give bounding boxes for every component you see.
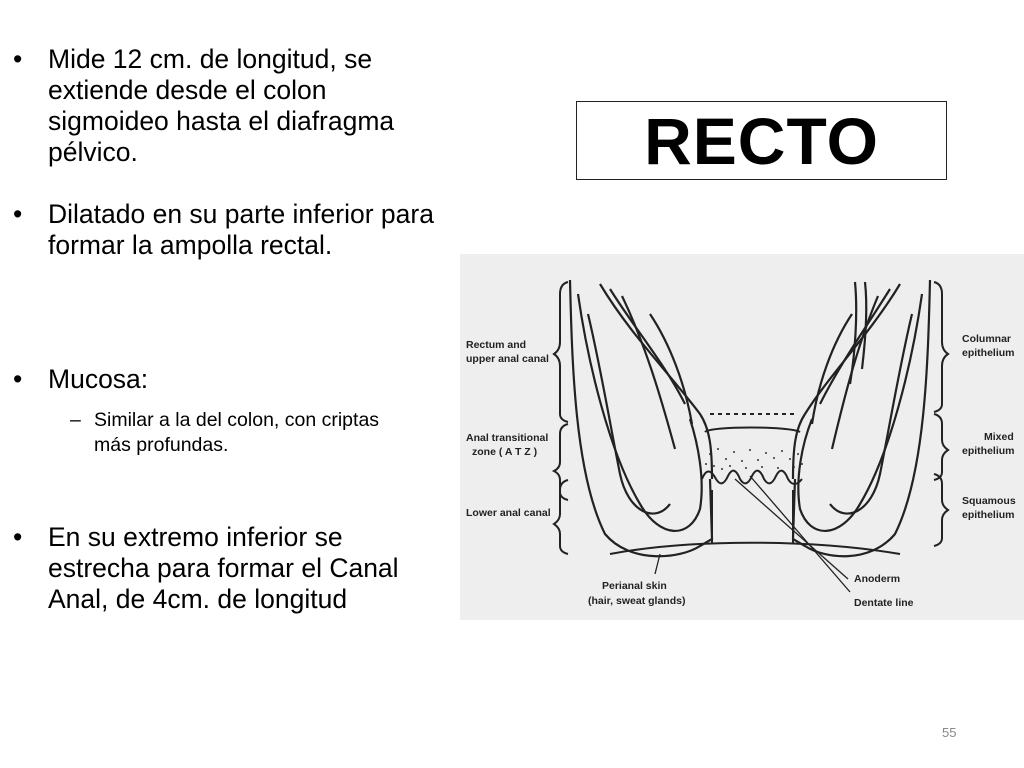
pointer-lines (655, 476, 850, 592)
page-number: 55 (942, 725, 957, 740)
label-mixed-line2: epithelium (962, 445, 1015, 457)
label-columnar-line1: Columnar (962, 333, 1012, 345)
anatomy-figure (460, 254, 1024, 620)
left-wall (570, 280, 712, 556)
right-wall (793, 280, 930, 556)
label-perianal-line2: (hair, sweat glands) (588, 595, 686, 607)
label-mixed-line1: Mixed (984, 431, 1014, 443)
anal-canal-diagram (460, 254, 1024, 620)
bullet-item: • Dilatado en su parte inferior para formar la ampolla rectal. (0, 199, 448, 261)
label-dentate-line: Dentate line (854, 597, 914, 609)
canal-crypts (610, 414, 900, 554)
label-squamous-line2: epithelium (962, 509, 1015, 521)
label-atz-line1: Anal transitional (466, 432, 549, 444)
bullet-item: • Mide 12 cm. de longitud, se extiende desde el colon sigmoideo hasta el diafragma pélvico. (0, 44, 448, 168)
slide-title: RECTO (576, 101, 947, 180)
label-rectum-line2: upper anal canal (466, 353, 549, 365)
left-brackets (554, 282, 568, 554)
bullet-item: • Mucosa: (0, 364, 448, 395)
stipple-zone (705, 448, 803, 470)
label-atz-line2: zone ( A T Z ) (472, 446, 538, 458)
label-perianal-line1: Perianal skin (602, 580, 667, 592)
label-anoderm: Anoderm (854, 573, 901, 585)
label-squamous-line1: Squamous (962, 495, 1016, 507)
label-rectum-line1: Rectum and (466, 339, 527, 351)
bullet-item: • En su extremo inferior se estrecha para formar el Canal Anal, de 4cm. de longitud (0, 522, 408, 615)
sub-bullet-item: – Similar a la del colon, con criptas más profundas. (0, 408, 404, 458)
label-lower-anal: Lower anal canal (466, 507, 551, 519)
label-columnar-line2: epithelium (962, 347, 1015, 359)
right-brackets (934, 282, 948, 546)
